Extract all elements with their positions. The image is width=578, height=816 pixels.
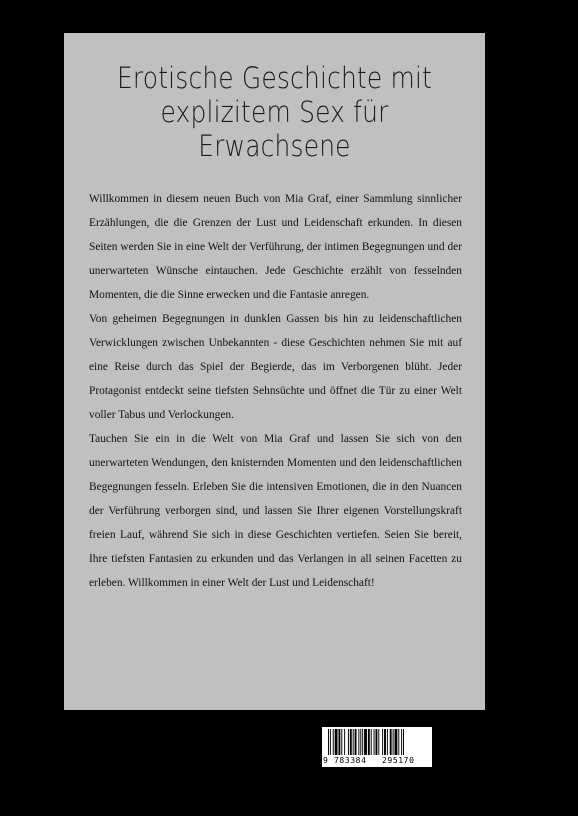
title-line: Erwachsene <box>198 129 351 163</box>
blurb-paragraph: Tauchen Sie ein in die Welt von Mia Graf und lassen Sie sich von den unerwarteten Wendungen, den knisternden Momenten und den leidenschaftlichen Begegnungen fesseln. Erleben Sie die intensiven Emotionen, die in den Nuancen der Verführung verborgen sind, und lassen Sie Ihrer eigenen Vorstellungskraft freien Lauf, während Sie sich in diese Geschichten vertiefen. Seien Sie bereit, Ihre tiefsten Fantasien zu erkunden und das Verlangen in all seinen Facetten zu erleben. Willkommen in einer Welt der Lust und Leidenschaft! <box>89 433 462 589</box>
text-panel <box>64 33 485 710</box>
barcode-digit-first: 9 <box>323 756 328 765</box>
title-line: explizitem Sex für <box>160 95 389 129</box>
blurb <box>89 187 462 595</box>
blurb-paragraph: Willkommen in diesem neuen Buch von Mia Graf, einer Sammlung sinnlicher Erzählungen, die die Grenzen der Lust und Leidenschaft erkunden. In diesen Seiten werden Sie in eine Welt der Verführung, der intimen Begegnungen und der unerwarteten Wünsche eintauchen. Jede Geschichte erzählt von fesselnden Momenten, die die Sinne erwecken und die Fantasie anregen. <box>89 193 462 301</box>
isbn-barcode <box>322 727 432 767</box>
blurb-paragraph: Von geheimen Begegnungen in dunklen Gassen bis hin zu leidenschaftlichen Verwicklungen zwischen Unbekannten - diese Geschichten nehmen Sie mit auf eine Reise durch das Spiel der Begierde, das im Verborgenen blüht. Jeder Protagonist entdeckt seine tiefsten Sehnsüchte und öffnet die Tür zu einer Welt voller Tabus und Verlockungen. <box>89 313 462 421</box>
barcode-digits-left: 783384 <box>334 756 367 765</box>
barcode-digits <box>322 755 432 766</box>
book-title <box>93 61 455 163</box>
title-line: Erotische Geschichte mit <box>116 61 433 95</box>
barcode-digits-right: 295170 <box>382 756 415 765</box>
barcode-bars-icon <box>328 729 426 755</box>
